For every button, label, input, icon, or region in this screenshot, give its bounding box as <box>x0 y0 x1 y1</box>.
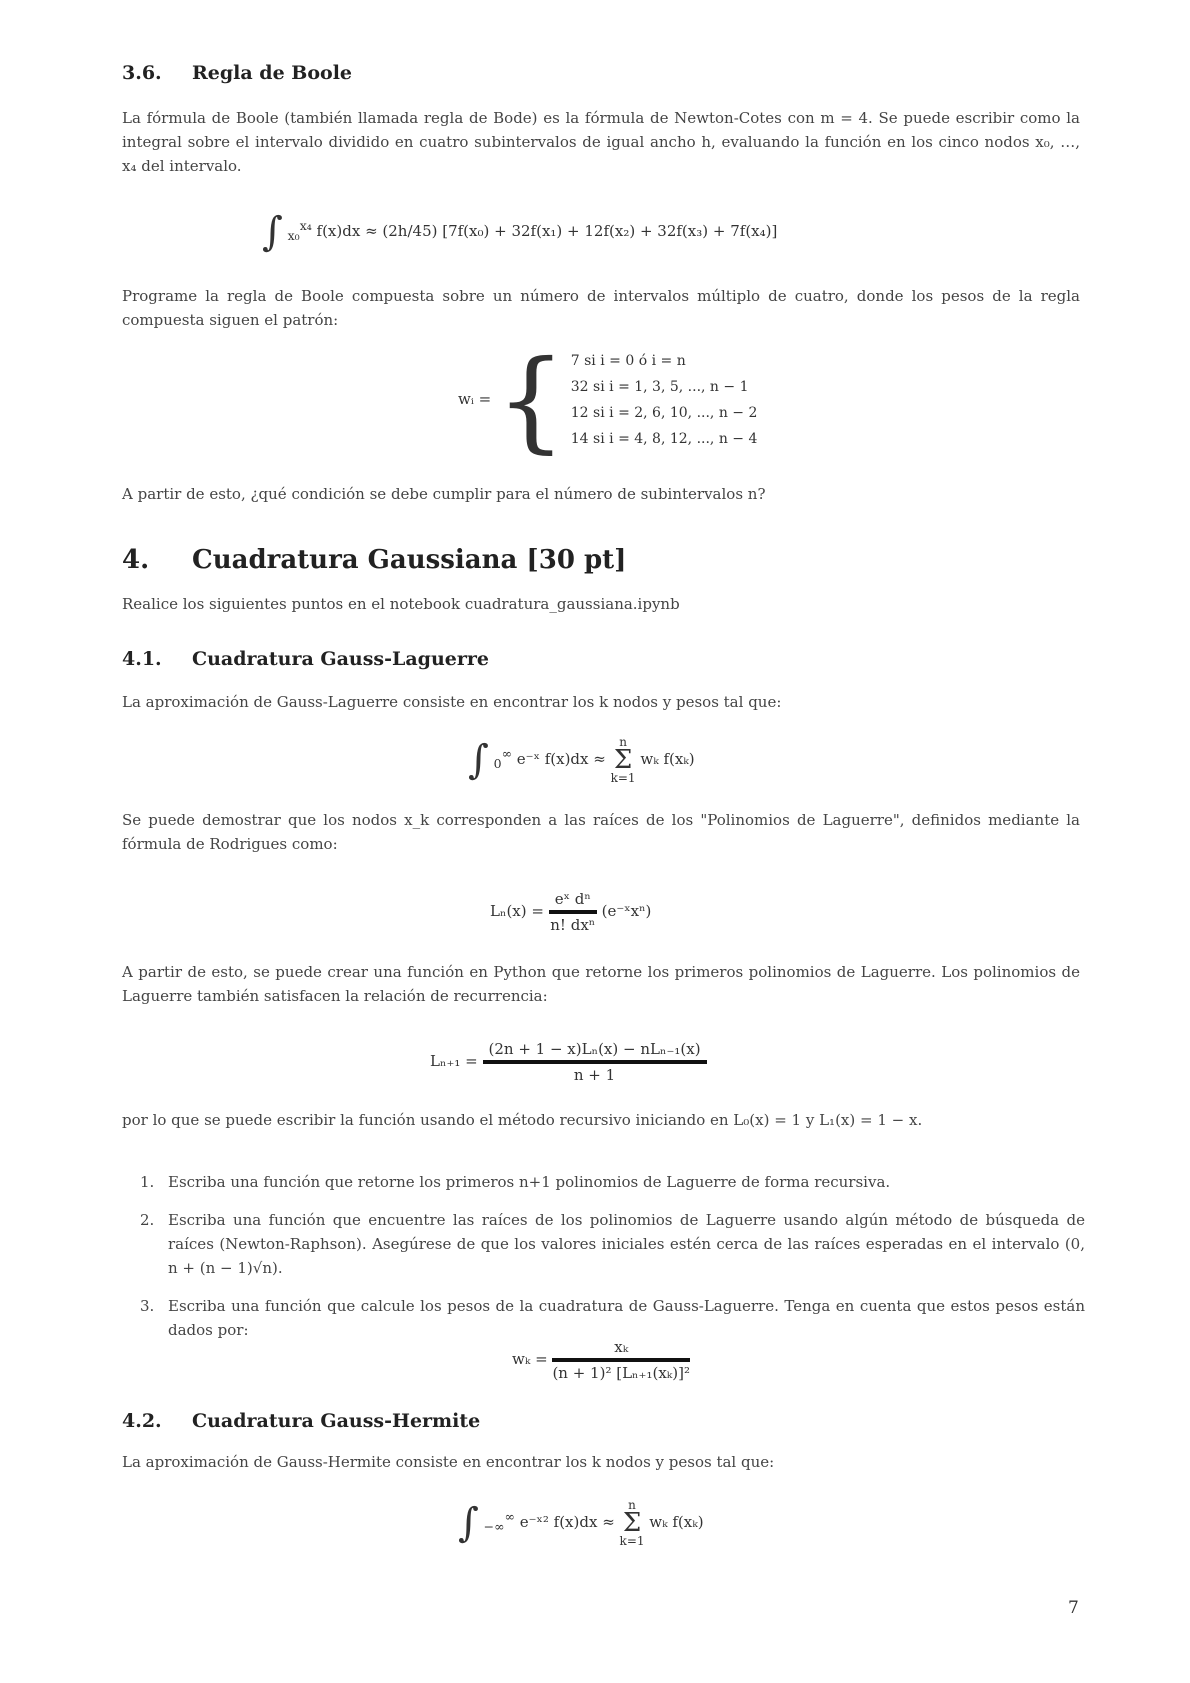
weight-fraction <box>552 1338 690 1382</box>
section-number: 3.6. <box>122 62 162 84</box>
integral-lower-limit: −∞ <box>483 1519 505 1534</box>
paragraph-boole-intro: La fórmula de Boole (también llamada regla de Bode) es la fórmula de Newton-Cotes con m = 4. Se puede escribir como la integral sobre el intervalo dividido en cuatro subintervalos de igual ancho h, evaluando la función en los cinco nodos x₀, …, x₄ del intervalo. <box>122 109 1080 175</box>
equation-laguerre <box>468 735 695 785</box>
weight-lhs: wₖ = <box>512 1350 548 1368</box>
section-title: Cuadratura Gauss-Laguerre <box>192 648 489 670</box>
paragraph-laguerre-intro: La aproximación de Gauss-Laguerre consiste en encontrar los k nodos y pesos tal que: <box>122 693 782 711</box>
paragraph-boole-task: A partir de esto, ¿qué condición se debe cumplir para el número de subintervalos n? <box>122 485 766 503</box>
section-title: Cuadratura Gauss-Hermite <box>192 1410 481 1432</box>
list-item <box>140 1170 1085 1194</box>
fraction-denominator: n + 1 <box>573 1066 616 1084</box>
integral-lower-limit: x₀ <box>287 228 300 243</box>
sum-operator <box>611 735 636 785</box>
equation-rodrigues <box>490 890 651 934</box>
weights-case: 14 si i = 4, 8, 12, ..., n − 4 <box>570 431 758 447</box>
sum-upper: n <box>619 735 627 749</box>
sum-lower: k=1 <box>610 771 636 785</box>
sigma-icon: Σ <box>613 745 633 775</box>
equation-hermite <box>458 1498 704 1548</box>
integral-upper-limit: ∞ <box>504 1509 515 1524</box>
fraction-denominator: n! dxⁿ <box>550 916 596 934</box>
fraction-denominator: (n + 1)² [Lₙ₊₁(xₖ)]² <box>552 1364 690 1382</box>
rodrigues-rhs: (e⁻ˣxⁿ) <box>601 902 652 920</box>
sum-operator <box>620 1498 645 1548</box>
fraction-numerator: eˣ dⁿ <box>549 890 597 914</box>
section-title: Cuadratura Gaussiana [30 pt] <box>192 545 627 575</box>
list-item-text: Escriba una función que retorne los primeros n+1 polinomios de Laguerre de forma recursiva. <box>168 1173 891 1191</box>
integral-sign-icon: ∫ <box>468 737 489 783</box>
paragraph-laguerre-recursion: A partir de esto, se puede crear una función en Python que retorne los primeros polinomios de Laguerre. Los polinomios de Laguerre también satisfacen la relación de recurrencia: <box>122 963 1080 1005</box>
paragraph-laguerre-nodes: Se puede demostrar que los nodos x_k corresponden a las raíces de los "Polinomios de Laguerre", definidos mediante la fórmula de Rodrigues como: <box>122 811 1080 853</box>
list-marker: 2. <box>140 1211 155 1229</box>
list-item-text: Escriba una función que encuentre las raíces de los polinomios de Laguerre usando algún método de búsqueda de raíces (Newton-Raphson). Asegúrese de que los valores iniciales estén cerca de las raíces esperadas en el intervalo (0, n + (n − 1)√n). <box>168 1211 1085 1277</box>
integral-upper-limit: ∞ <box>501 746 512 761</box>
section-heading-4 <box>122 545 626 575</box>
list-marker: 3. <box>140 1297 155 1315</box>
laguerre-sum-body: wₖ f(xₖ) <box>640 750 695 768</box>
rodrigues-fraction <box>549 890 597 934</box>
weights-cases <box>571 348 758 452</box>
section-number: 4.1. <box>122 648 162 670</box>
paragraph-boole-composite: Programe la regla de Boole compuesta sobre un número de intervalos múltiplo de cuatro, donde los pesos de la regla compuesta siguen el patrón: <box>122 287 1080 329</box>
equation-recursion <box>430 1040 707 1084</box>
integral-upper-limit: x₄ <box>299 218 312 233</box>
hermite-sum-body: wₖ f(xₖ) <box>649 1513 704 1531</box>
weights-case: 12 si i = 2, 6, 10, ..., n − 2 <box>570 405 758 421</box>
rodrigues-lhs: Lₙ(x) = <box>490 902 544 920</box>
sigma-icon: Σ <box>622 1508 642 1538</box>
task-list <box>140 1170 1085 1356</box>
section-heading-3-6 <box>122 62 352 84</box>
paragraph-gauss-intro: Realice los siguientes puntos en el notebook cuadratura_gaussiana.ipynb <box>122 595 680 613</box>
paragraph-hermite-intro: La aproximación de Gauss-Hermite consiste en encontrar los k nodos y pesos tal que: <box>122 1453 775 1471</box>
section-number: 4. <box>122 545 150 575</box>
fraction-numerator: (2n + 1 − x)Lₙ(x) − nLₙ₋₁(x) <box>483 1040 707 1064</box>
list-item-text: Escriba una función que calcule los pesos de la cuadratura de Gauss-Laguerre. Tenga en cuenta que estos pesos están dados por: <box>168 1297 1085 1339</box>
laguerre-integrand: e⁻ˣ f(x)dx ≈ <box>516 750 606 768</box>
hermite-integrand: e⁻ˣ² f(x)dx ≈ <box>519 1513 615 1531</box>
paragraph-laguerre-start: por lo que se puede escribir la función usando el método recursivo iniciando en L₀(x) = 1 y L₁(x) = 1 − x. <box>122 1111 923 1129</box>
section-heading-4-1 <box>122 648 489 670</box>
boole-formula: f(x)dx ≈ (2h/45) [7f(x₀) + 32f(x₁) + 12f(x₂) + 32f(x₃) + 7f(x₄)] <box>316 222 778 240</box>
weights-case: 7 si i = 0 ó i = n <box>570 353 686 369</box>
integral-sign-icon: ∫ <box>458 1500 479 1546</box>
weights-lhs: wᵢ = <box>458 390 492 408</box>
list-item <box>140 1208 1085 1280</box>
section-title: Regla de Boole <box>192 62 353 84</box>
list-item <box>140 1294 1085 1342</box>
page-number: 7 <box>1068 1598 1079 1618</box>
equation-weight <box>512 1338 690 1382</box>
fraction-numerator: xₖ <box>552 1338 690 1362</box>
recursion-lhs: Lₙ₊₁ = <box>430 1052 478 1070</box>
left-brace-icon: { <box>495 336 566 464</box>
equation-boole <box>262 209 778 255</box>
list-marker: 1. <box>140 1173 155 1191</box>
equation-weights <box>458 336 758 464</box>
sum-lower: k=1 <box>619 1534 645 1548</box>
integral-lower-limit: 0 <box>493 756 502 771</box>
sum-upper: n <box>628 1498 636 1512</box>
recursion-fraction <box>483 1040 707 1084</box>
weights-case: 32 si i = 1, 3, 5, ..., n − 1 <box>570 379 749 395</box>
section-heading-4-2 <box>122 1410 480 1432</box>
section-number: 4.2. <box>122 1410 162 1432</box>
integral-sign-icon: ∫ <box>262 209 283 255</box>
